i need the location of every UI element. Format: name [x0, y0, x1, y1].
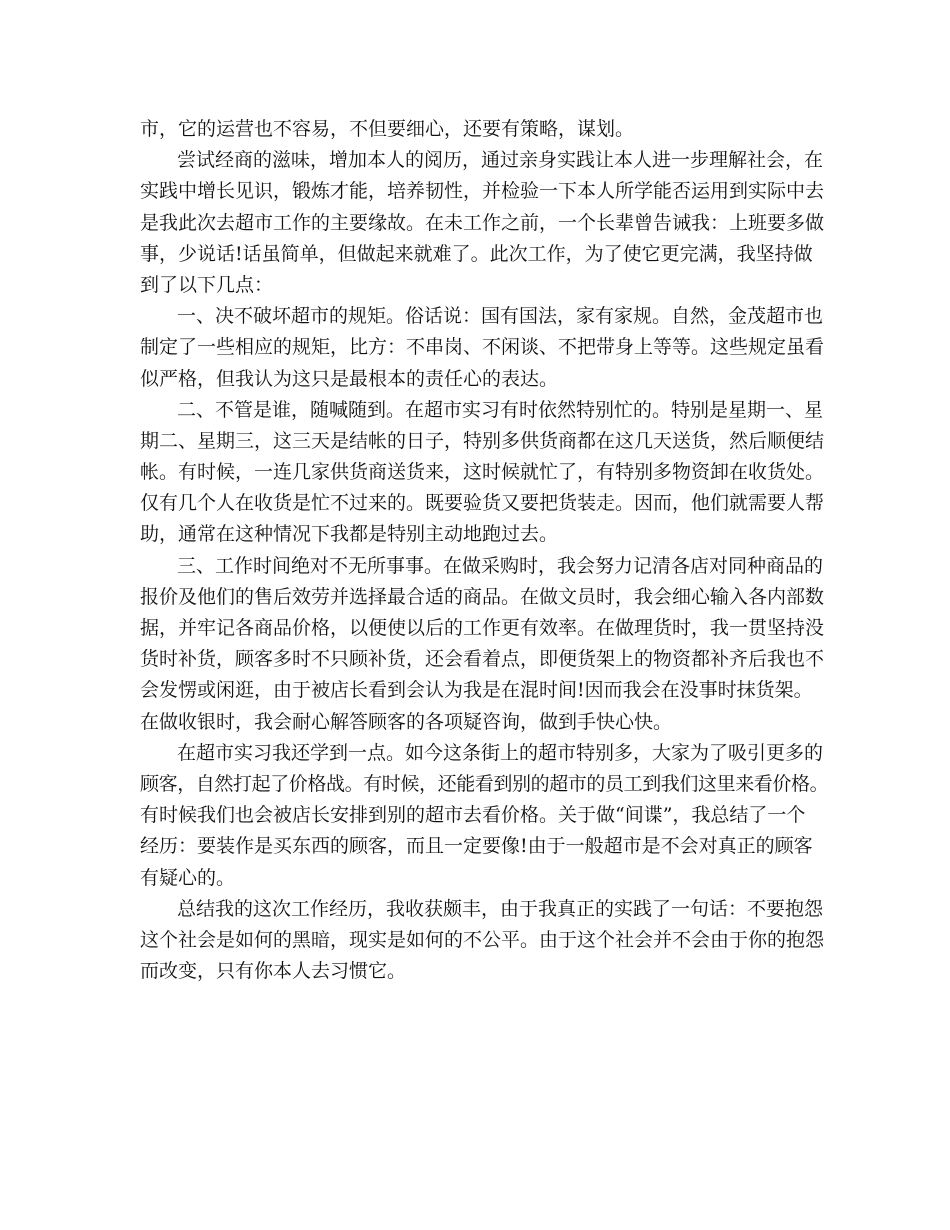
text-line: 顾客，自然打起了价格战。有时候，还能看到别的超市的员工到我们这里来看价格。 — [140, 772, 829, 795]
text-line: 经历：要装作是买东西的顾客，而且一定要像!由于一般超市是不会对真正的顾客 — [140, 835, 813, 858]
text-line: 事，少说话!话虽简单，但做起来就难了。此次工作，为了使它更完满，我坚持做 — [140, 242, 813, 265]
text-line: 是我此次去超市工作的主要缘故。在未工作之前，一个长辈曾告诫我：上班要多做 — [140, 211, 825, 234]
text-line: 有疑心的。 — [140, 866, 236, 889]
document-body — [140, 114, 829, 987]
text-line: 市，它的运营也不容易，不但要细心，还要有策略，谋划。 — [140, 118, 635, 140]
paragraph-first-line: 一、决不破坏超市的规矩。俗话说：国有国法，家有家规。自然，金茂超市也 — [177, 305, 824, 328]
paragraph-first-line: 总结我的这次工作经历，我收获颇丰，由于我真正的实践了一句话：不要抱怨 — [177, 897, 824, 920]
text-line: 助，通常在这种情况下我都是特别主动地跑过去。 — [140, 523, 559, 546]
text-line: 据，并牢记各商品价格，以便使以后的工作更有效率。在做理货时，我一贯坚持没 — [140, 617, 825, 639]
text-line: 到了以下几点： — [140, 273, 274, 296]
text-line: 仅有几个人在收货是忙不过来的。既要验货又要把货装走。因而，他们就需要人帮 — [140, 492, 825, 515]
paragraph-first-line: 三、工作时间绝对不无所事事。在做采购时，我会努力记清各店对同种商品的 — [177, 554, 824, 577]
text-line: 制定了一些相应的规矩，比方：不串岗、不闲谈、不把带身上等等。这些规定虽看 — [140, 336, 825, 359]
text-line: 似严格，但我认为这只是最根本的责任心的表达。 — [140, 367, 559, 390]
paragraph-first-line: 二、不管是谁，随喊随到。在超市实习有时依然特别忙的。特别是星期一、星 — [177, 398, 824, 421]
text-line: 在做收银时，我会耐心解答顾客的各项疑咨询，做到手快心快。 — [140, 710, 673, 733]
text-line: 有时候我们也会被店长安排到别的超市去看价格。关于做“间谍”，我总结了一个 — [140, 804, 806, 827]
text-line: 这个社会是如何的黑暗，现实是如何的不公平。由于这个社会并不会由于你的抱怨 — [140, 928, 825, 951]
text-line: 会发愣或闲逛，由于被店长看到会认为我是在混时间!因而我会在没事时抹货架。 — [140, 679, 813, 702]
text-line: 实践中增长见识，锻炼才能，培养韧性，并检验一下本人所学能否运用到实际中去 — [140, 180, 825, 203]
text-line: 帐。有时候，一连几家供货商送货来，这时候就忙了，有特别多物资卸在收货处。 — [140, 461, 825, 484]
text-line: 报价及他们的售后效劳并选择最合适的商品。在做文员时，我会细心输入各内部数 — [140, 585, 825, 608]
paragraph-first-line: 在超市实习我还学到一点。如今这条街上的超市特别多，大家为了吸引更多的 — [177, 741, 824, 764]
paragraph-first-line: 尝试经商的滋味，增加本人的阅历，通过亲身实践让本人进一步理解社会，在 — [177, 149, 824, 172]
text-line: 而改变，只有你本人去习惯它。 — [140, 960, 407, 983]
text-line: 货时补货，顾客多时不只顾补货，还会看着点，即便货架上的物资都补齐后我也不 — [140, 648, 825, 671]
text-line: 期二、星期三，这三天是结帐的日子，特别多供货商都在这几天送货，然后顺便结 — [140, 429, 825, 452]
